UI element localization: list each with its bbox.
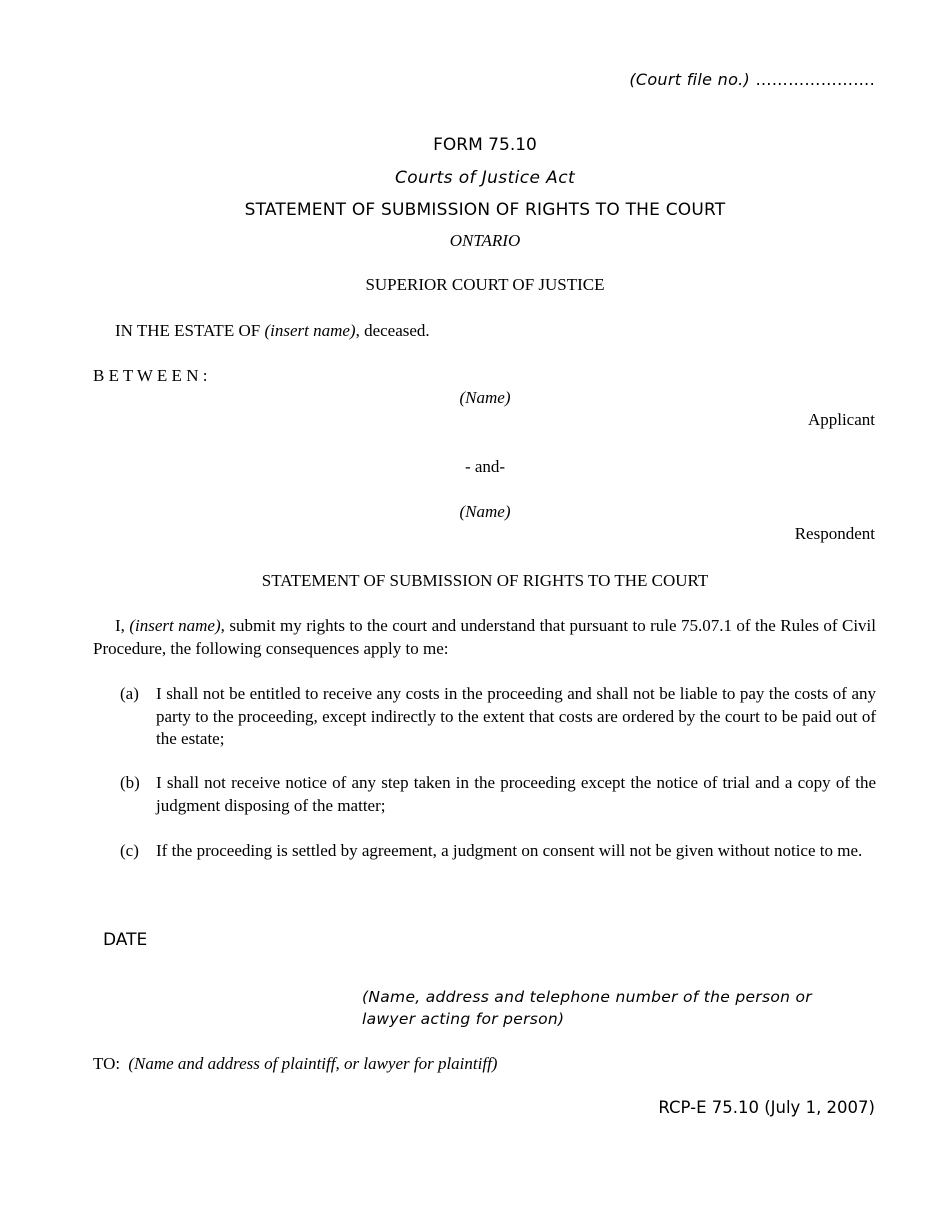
- intro-text: submit my rights to the court and understand that pursuant to rule 75.07.1 of the Rules of Civil Procedure, the following consequences apply to me:: [93, 616, 876, 658]
- to-label: TO:: [93, 1054, 121, 1073]
- intro-paragraph: [93, 615, 876, 660]
- jurisdiction: ONTARIO: [449, 231, 521, 250]
- estate-line: [115, 321, 430, 341]
- statement-heading: STATEMENT OF SUBMISSION OF RIGHTS TO THE COURT: [261, 571, 709, 590]
- form-title: STATEMENT OF SUBMISSION OF RIGHTS TO THE COURT: [244, 200, 726, 220]
- consequence-b-text: I shall not receive notice of any step taken in the proceeding except the notice of trial and a copy of the judgment disposing of the matter;: [156, 773, 876, 815]
- act-name: Courts of Justice Act: [394, 168, 576, 188]
- court-name: SUPERIOR COURT OF JUSTICE: [365, 275, 605, 294]
- footer-form-code: RCP-E 75.10 (July 1, 2007): [658, 1098, 875, 1117]
- consequence-a-text: I shall not be entitled to receive any costs in the proceeding and shall not be liable to pay the costs of any party to the proceeding, except indirectly to the extent that costs are ordered by the court to be paid out of the estate;: [156, 684, 876, 748]
- date-label: DATE: [103, 930, 148, 950]
- to-placeholder: (Name and address of plaintiff, or lawyer for plaintiff): [128, 1054, 498, 1073]
- signature-line-1: (Name, address and telephone number of the person or: [362, 988, 812, 1006]
- consequence-c-text: If the proceeding is settled by agreement, a judgment on consent will not be given without notice to me.: [156, 841, 863, 860]
- form-number: FORM 75.10: [433, 135, 537, 155]
- signature-line-2: lawyer acting for person): [362, 1010, 565, 1028]
- respondent-role: Respondent: [794, 524, 875, 543]
- estate-name-placeholder: (insert name): [264, 321, 356, 340]
- estate-prefix: IN THE ESTATE OF: [115, 321, 265, 340]
- estate-suffix: , deceased.: [355, 321, 430, 340]
- consequence-c-label: (c): [120, 841, 139, 860]
- consequence-b-label: (b): [120, 773, 140, 792]
- consequence-a-label: (a): [120, 684, 139, 703]
- to-line: [93, 1054, 497, 1074]
- intro-prefix: I,: [115, 616, 130, 635]
- court-file-dots: ………………….: [755, 70, 875, 89]
- applicant-name-placeholder: (Name): [459, 388, 511, 407]
- intro-name-placeholder: (insert name),: [129, 616, 225, 635]
- court-file-number: [629, 70, 875, 89]
- between-label: B E T W E E N :: [93, 366, 208, 385]
- and-separator: - and-: [464, 457, 506, 476]
- court-file-label: (Court file no.): [629, 70, 751, 89]
- applicant-role: Applicant: [807, 410, 875, 429]
- respondent-name-placeholder: (Name): [459, 502, 511, 521]
